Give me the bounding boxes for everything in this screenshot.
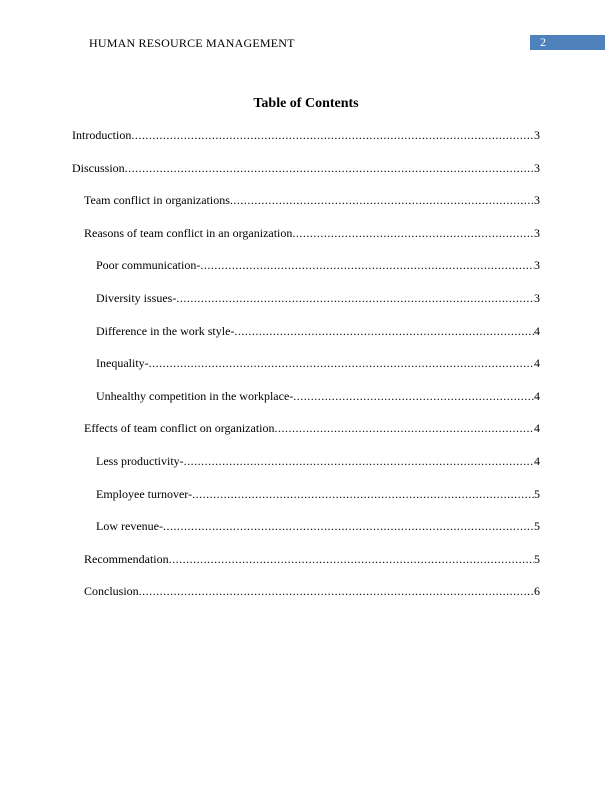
toc-entry-page: 3 bbox=[534, 161, 540, 175]
running-head: HUMAN RESOURCE MANAGEMENT bbox=[89, 36, 295, 50]
toc-entry-label: Effects of team conflict on organization bbox=[84, 421, 275, 435]
toc-entry-label: Poor communication- bbox=[96, 258, 201, 272]
toc-entry-label: Unhealthy competition in the workplace- bbox=[96, 389, 294, 403]
toc-entry-work-style[interactable] bbox=[96, 324, 540, 338]
toc-entry-less-productivity[interactable] bbox=[96, 454, 540, 468]
toc-entry-label: Conclusion bbox=[84, 584, 139, 598]
toc-entry-page: 3 bbox=[534, 258, 540, 272]
toc-leader bbox=[163, 519, 534, 533]
toc-leader bbox=[192, 487, 534, 501]
toc-entry-introduction[interactable] bbox=[72, 128, 540, 142]
toc-entry-label: Reasons of team conflict in an organization bbox=[84, 226, 293, 240]
toc-entry-poor-communication[interactable] bbox=[96, 258, 540, 272]
toc-entry-label: Difference in the work style- bbox=[96, 324, 235, 338]
toc-entry-diversity[interactable] bbox=[96, 291, 540, 305]
toc-entry-reasons[interactable] bbox=[84, 226, 540, 240]
toc-entry-discussion[interactable] bbox=[72, 161, 540, 175]
toc-entry-conclusion[interactable] bbox=[84, 584, 540, 598]
toc-entry-page: 4 bbox=[534, 454, 540, 468]
toc-leader bbox=[293, 389, 534, 403]
toc-title: Table of Contents bbox=[253, 96, 359, 111]
toc-leader bbox=[139, 584, 534, 598]
toc-leader bbox=[176, 291, 534, 305]
toc-entry-recommendation[interactable] bbox=[84, 552, 540, 566]
toc-leader bbox=[230, 193, 534, 207]
toc-entry-page: 5 bbox=[534, 552, 540, 566]
toc-entry-label: Diversity issues- bbox=[96, 291, 177, 305]
toc-entry-inequality[interactable] bbox=[96, 356, 540, 370]
toc-entry-effects[interactable] bbox=[84, 421, 540, 435]
toc-entry-page: 5 bbox=[534, 487, 540, 501]
toc-leader bbox=[292, 226, 534, 240]
toc-entry-label: Introduction bbox=[72, 128, 132, 142]
toc-leader bbox=[234, 324, 534, 338]
toc-leader bbox=[200, 258, 534, 272]
toc-entry-page: 4 bbox=[534, 421, 540, 435]
toc-entry-label: Less productivity- bbox=[96, 454, 184, 468]
page-number-badge: 2 bbox=[530, 35, 605, 50]
toc-leader bbox=[169, 552, 534, 566]
toc-entry-page: 3 bbox=[534, 226, 540, 240]
toc-leader bbox=[184, 454, 534, 468]
toc-entry-page: 6 bbox=[534, 584, 540, 598]
toc-entry-label: Team conflict in organizations bbox=[84, 193, 230, 207]
toc-entry-label: Employee turnover- bbox=[96, 487, 193, 501]
toc-leader bbox=[275, 421, 535, 435]
toc-entry-page: 4 bbox=[534, 356, 540, 370]
toc-entry-label: Low revenue- bbox=[96, 519, 163, 533]
toc-entry-low-revenue[interactable] bbox=[96, 519, 540, 533]
toc-entry-label: Discussion bbox=[72, 161, 125, 175]
toc-entry-label: Recommendation bbox=[84, 552, 169, 566]
toc-leader bbox=[149, 356, 534, 370]
toc-entry-page: 3 bbox=[534, 193, 540, 207]
toc-entry-label: Inequality- bbox=[96, 356, 149, 370]
toc-entry-competition[interactable] bbox=[96, 389, 540, 403]
toc-entry-page: 4 bbox=[534, 324, 540, 338]
toc-entry-team-conflict[interactable] bbox=[84, 193, 540, 207]
toc-entry-page: 4 bbox=[534, 389, 540, 403]
toc-leader bbox=[125, 161, 534, 175]
toc-entry-employee-turnover[interactable] bbox=[96, 487, 540, 501]
toc-entry-page: 5 bbox=[534, 519, 540, 533]
toc-leader bbox=[131, 128, 534, 142]
toc-entry-page: 3 bbox=[534, 291, 540, 305]
toc-entry-page: 3 bbox=[534, 128, 540, 142]
